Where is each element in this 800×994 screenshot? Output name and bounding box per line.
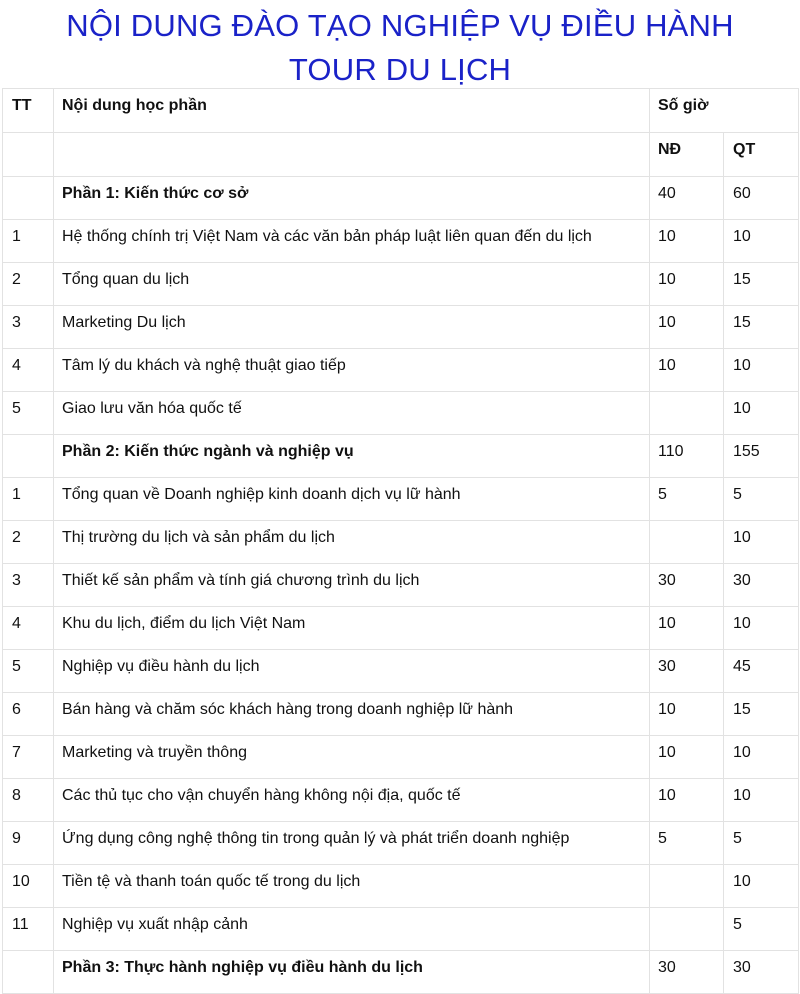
row-number: 1 [3,220,54,263]
header-qt: QT [724,133,799,177]
row-course-name: Phần 1: Kiến thức cơ sở [54,177,650,220]
section-row [3,177,799,220]
row-hours-nd [650,521,724,564]
row-course-name: Marketing Du lịch [54,306,650,349]
row-hours-qt: 15 [724,693,799,736]
row-course-name: Hệ thống chính trị Việt Nam và các văn bản pháp luật liên quan đến du lịch [54,220,650,263]
table-row [3,607,799,650]
section-row [3,435,799,478]
table-row [3,908,799,951]
row-course-name: Tổng quan về Doanh nghiệp kinh doanh dịch vụ lữ hành [54,478,650,521]
row-course-name: Phần 3: Thực hành nghiệp vụ điều hành du lịch [54,951,650,994]
row-course-name: Nghiệp vụ xuất nhập cảnh [54,908,650,951]
table-row [3,650,799,693]
row-hours-qt: 10 [724,607,799,650]
row-number: 5 [3,650,54,693]
table-row [3,306,799,349]
row-hours-nd: 10 [650,306,724,349]
row-number: 4 [3,607,54,650]
row-hours-nd: 5 [650,822,724,865]
row-hours-nd: 110 [650,435,724,478]
table-row [3,779,799,822]
table-row [3,822,799,865]
table-subheader-row [3,133,799,177]
row-hours-qt: 45 [724,650,799,693]
row-number: 9 [3,822,54,865]
subheader-empty-content [54,133,650,177]
row-number: 2 [3,521,54,564]
table-row [3,478,799,521]
row-hours-qt: 5 [724,478,799,521]
row-hours-nd: 5 [650,478,724,521]
curriculum-table [2,88,799,994]
row-number: 3 [3,306,54,349]
row-number: 2 [3,263,54,306]
row-hours-nd: 10 [650,779,724,822]
row-course-name: Tiền tệ và thanh toán quốc tế trong du lịch [54,865,650,908]
row-hours-nd: 10 [650,736,724,779]
row-hours-nd: 10 [650,693,724,736]
row-number [3,177,54,220]
row-course-name: Thiết kế sản phẩm và tính giá chương trình du lịch [54,564,650,607]
title-line-1: NỘI DUNG ĐÀO TẠO NGHIỆP VỤ ĐIỀU HÀNH [66,8,734,43]
row-course-name: Tổng quan du lịch [54,263,650,306]
row-hours-nd [650,392,724,435]
curriculum-table-body [3,89,799,994]
row-hours-qt: 10 [724,736,799,779]
table-row [3,865,799,908]
row-hours-qt: 30 [724,951,799,994]
row-hours-nd: 10 [650,349,724,392]
row-hours-qt: 155 [724,435,799,478]
row-hours-qt: 10 [724,865,799,908]
table-row [3,564,799,607]
header-nd: NĐ [650,133,724,177]
table-row [3,220,799,263]
document-title [0,0,800,92]
section-row [3,951,799,994]
row-number [3,951,54,994]
row-number: 8 [3,779,54,822]
row-number: 7 [3,736,54,779]
row-number: 4 [3,349,54,392]
row-number: 1 [3,478,54,521]
row-hours-nd: 30 [650,650,724,693]
table-row [3,392,799,435]
row-hours-qt: 15 [724,306,799,349]
row-hours-qt: 60 [724,177,799,220]
row-number: 3 [3,564,54,607]
row-hours-nd: 40 [650,177,724,220]
row-course-name: Giao lưu văn hóa quốc tế [54,392,650,435]
row-hours-qt: 10 [724,220,799,263]
row-hours-nd: 10 [650,263,724,306]
table-header-row [3,89,799,133]
table-row [3,263,799,306]
row-number: 5 [3,392,54,435]
row-course-name: Bán hàng và chăm sóc khách hàng trong doanh nghiệp lữ hành [54,693,650,736]
row-course-name: Marketing và truyền thông [54,736,650,779]
row-hours-nd: 30 [650,564,724,607]
table-row [3,693,799,736]
subheader-empty-tt [3,133,54,177]
row-hours-qt: 30 [724,564,799,607]
row-number: 11 [3,908,54,951]
row-hours-qt: 10 [724,521,799,564]
header-content: Nội dung học phần [54,89,650,133]
row-hours-nd: 10 [650,220,724,263]
row-hours-nd: 30 [650,951,724,994]
table-row [3,736,799,779]
row-course-name: Thị trường du lịch và sản phẩm du lịch [54,521,650,564]
row-number: 10 [3,865,54,908]
row-course-name: Nghiệp vụ điều hành du lịch [54,650,650,693]
row-hours-nd [650,908,724,951]
table-row [3,521,799,564]
row-number [3,435,54,478]
row-hours-qt: 15 [724,263,799,306]
header-hours: Số giờ [650,89,799,133]
row-hours-nd [650,865,724,908]
table-row [3,349,799,392]
row-course-name: Khu du lịch, điểm du lịch Việt Nam [54,607,650,650]
row-course-name: Tâm lý du khách và nghệ thuật giao tiếp [54,349,650,392]
row-hours-nd: 10 [650,607,724,650]
row-hours-qt: 10 [724,392,799,435]
row-hours-qt: 5 [724,822,799,865]
row-hours-qt: 10 [724,779,799,822]
row-course-name: Các thủ tục cho vận chuyển hàng không nội địa, quốc tế [54,779,650,822]
header-tt: TT [3,89,54,133]
row-course-name: Phần 2: Kiến thức ngành và nghiệp vụ [54,435,650,478]
row-hours-qt: 5 [724,908,799,951]
row-hours-qt: 10 [724,349,799,392]
row-number: 6 [3,693,54,736]
title-line-2: TOUR DU LỊCH [288,52,512,87]
row-course-name: Ứng dụng công nghệ thông tin trong quản lý và phát triển doanh nghiệp [54,822,650,865]
